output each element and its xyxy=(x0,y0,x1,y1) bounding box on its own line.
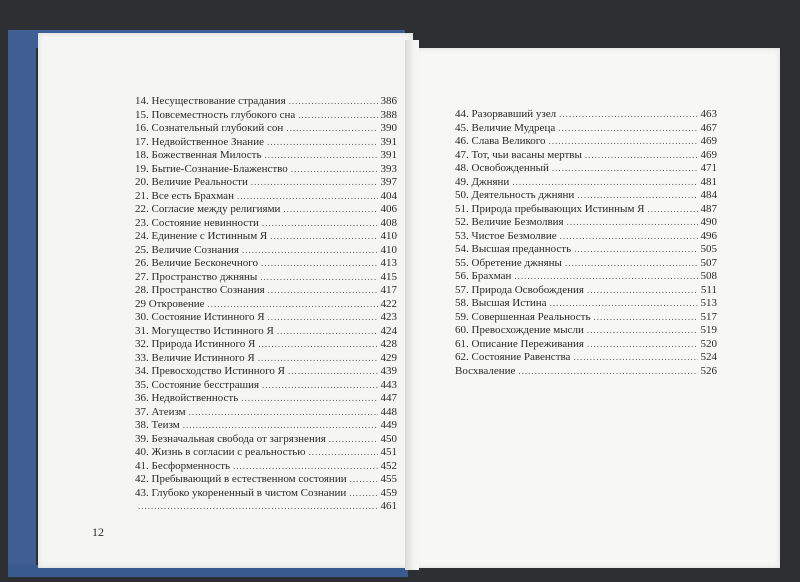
toc-entry-title: 56. Брахман xyxy=(455,270,512,282)
toc-entry-page: 422 xyxy=(380,297,397,310)
toc-entry-page: 461 xyxy=(380,500,397,512)
toc-entry-title: 37. Атеизм xyxy=(135,405,186,418)
toc-entry xyxy=(135,95,397,109)
toc-entry-page: 406 xyxy=(380,203,397,215)
toc-entry-page: 526 xyxy=(700,364,717,377)
toc-entry xyxy=(455,230,717,244)
toc-entry xyxy=(455,176,717,190)
toc-entry-title: 62. Состояние Равенства xyxy=(455,351,571,363)
toc-entry-page: 423 xyxy=(380,311,397,323)
toc-entry-page: 469 xyxy=(700,135,717,147)
toc-entry-page: 429 xyxy=(380,351,397,364)
toc-entry-page: 449 xyxy=(380,419,397,431)
toc-entry xyxy=(135,284,397,298)
toc-entry xyxy=(135,203,397,217)
toc-leader-dots xyxy=(573,351,697,365)
toc-entry-page: 404 xyxy=(380,189,397,202)
toc-entry xyxy=(135,446,397,460)
toc-entry-page: 511 xyxy=(700,283,717,296)
toc-entry-title: 60. Превосхождение мысли xyxy=(455,324,584,336)
toc-entry-page: 519 xyxy=(700,324,717,336)
toc-leader-dots xyxy=(587,338,698,352)
toc-entry-page: 451 xyxy=(380,446,397,458)
toc-entry-page: 484 xyxy=(700,189,717,201)
toc-leader-dots xyxy=(567,216,698,230)
toc-entry-page: 417 xyxy=(380,284,397,296)
toc-entry-page: 408 xyxy=(380,216,397,229)
toc-entry-title: 36. Недвойственность xyxy=(135,392,239,404)
toc-entry xyxy=(135,244,397,258)
toc-entry-page: 393 xyxy=(380,162,397,175)
toc-entry xyxy=(135,257,397,271)
toc-entry-page: 467 xyxy=(700,121,717,134)
toc-entry-title: 47. Тот, чьи васаны мертвы xyxy=(455,148,582,161)
toc-entry xyxy=(455,351,717,365)
toc-leader-dots xyxy=(329,433,378,447)
toc-entry-page: 415 xyxy=(380,270,397,283)
toc-entry-title: 58. Высшая Истина xyxy=(455,297,547,309)
toc-entry-title: 54. Высшая преданность xyxy=(455,243,572,255)
toc-entry xyxy=(135,500,397,514)
toc-entry-title: 14. Несуществование страдания xyxy=(135,95,286,107)
toc-entry-page: 507 xyxy=(700,256,717,269)
toc-entry xyxy=(455,270,717,284)
toc-leader-dots xyxy=(208,298,378,312)
toc-entry xyxy=(135,149,397,163)
toc-entry-page: 452 xyxy=(380,459,397,472)
toc-entry xyxy=(455,203,717,217)
toc-entry xyxy=(135,122,397,136)
page-number: 12 xyxy=(92,525,104,539)
toc-leader-dots xyxy=(268,284,378,298)
toc-leader-dots xyxy=(262,217,378,231)
toc-entry xyxy=(455,338,717,352)
toc-entry-title: 24. Единение с Истинным Я xyxy=(135,230,268,242)
toc-entry-title: 43. Глубоко укорененный в чистом Сознании xyxy=(135,486,347,499)
toc-entry xyxy=(455,108,717,122)
toc-entry-page: 397 xyxy=(380,176,397,188)
book-gutter xyxy=(405,40,419,570)
toc-entry xyxy=(135,325,397,339)
toc-entry xyxy=(135,365,397,379)
toc-entry xyxy=(455,216,717,230)
toc-entry-page: 424 xyxy=(380,324,397,337)
toc-entry xyxy=(135,419,397,433)
toc-entry-title: 39. Безначальная свобода от загрязнения xyxy=(135,432,326,445)
toc-entry xyxy=(455,365,717,379)
toc-entry-title: 55. Обретение джняны xyxy=(455,256,562,269)
toc-entry-title: 22. Согласие между религиями xyxy=(135,203,281,215)
toc-entry-page: 481 xyxy=(700,175,717,188)
toc-leader-dots xyxy=(552,162,698,176)
toc-entry xyxy=(135,352,397,366)
toc-leader-dots xyxy=(514,270,697,284)
toc-leader-dots xyxy=(262,379,377,393)
toc-leader-dots xyxy=(277,325,378,339)
toc-entry-page: 490 xyxy=(700,216,717,228)
toc-entry-title: 29 Откровение xyxy=(135,297,205,310)
toc-entry xyxy=(455,189,717,203)
toc-entry-page: 517 xyxy=(700,310,717,323)
toc-entry-page: 428 xyxy=(380,338,397,350)
toc-entry-page: 463 xyxy=(700,108,717,120)
toc-entry xyxy=(135,176,397,190)
toc-entry xyxy=(135,217,397,231)
toc-leader-dots xyxy=(242,244,378,258)
toc-entry-title: 45. Величие Мудреца xyxy=(455,121,556,134)
toc-leader-dots xyxy=(138,500,378,514)
toc-leader-dots xyxy=(283,203,377,217)
toc-entry-title: 25. Величие Сознания xyxy=(135,243,239,256)
toc-entry-title: 21. Все есть Брахман xyxy=(135,189,234,202)
toc-leader-dots xyxy=(309,446,378,460)
toc-entry xyxy=(455,311,717,325)
toc-leader-dots xyxy=(550,297,698,311)
toc-leader-dots xyxy=(565,257,698,271)
toc-entry xyxy=(455,284,717,298)
toc-entry-title: 31. Могущество Истинного Я xyxy=(135,324,274,337)
toc-entry xyxy=(135,487,397,501)
toc-entry-title: 28. Пространство Сознания xyxy=(135,284,265,296)
toc-entry-page: 439 xyxy=(380,365,397,377)
toc-entry-page: 471 xyxy=(700,162,717,174)
toc-leader-dots xyxy=(559,108,697,122)
toc-entry xyxy=(135,136,397,150)
toc-leader-dots xyxy=(587,284,698,298)
toc-entry-title: Восхваление xyxy=(455,364,516,377)
toc-entry xyxy=(135,460,397,474)
toc-entry-title: 27. Пространство джняны xyxy=(135,270,258,283)
toc-leader-dots xyxy=(183,419,378,433)
toc-leader-dots xyxy=(258,338,377,352)
toc-entry-title: 40. Жизнь в согласии с реальностью xyxy=(135,446,306,458)
toc-entry-page: 391 xyxy=(380,135,397,148)
toc-leader-dots xyxy=(298,109,377,123)
toc-entry xyxy=(135,473,397,487)
toc-entry xyxy=(135,379,397,393)
toc-leader-dots xyxy=(549,135,698,149)
toc-entry-title: 26. Величие Бесконечного xyxy=(135,257,258,269)
toc-leader-dots xyxy=(189,406,378,420)
toc-entry-page: 443 xyxy=(380,378,397,391)
toc-entry-page: 447 xyxy=(380,392,397,404)
toc-entry xyxy=(135,230,397,244)
toc-entry-page: 450 xyxy=(380,432,397,445)
toc-leader-dots xyxy=(237,190,378,204)
toc-entry-page: 469 xyxy=(700,148,717,161)
toc-entry-title: 61. Описание Переживания xyxy=(455,337,584,350)
toc-entry xyxy=(135,338,397,352)
toc-leader-dots xyxy=(350,473,378,487)
toc-entry-page: 413 xyxy=(380,257,397,269)
toc-entry-page: 524 xyxy=(700,351,717,363)
toc-entry xyxy=(455,324,717,338)
toc-right-column xyxy=(455,108,717,378)
toc-entry-title: 17. Недвойственное Знание xyxy=(135,135,264,148)
toc-entry-page: 508 xyxy=(700,270,717,282)
toc-entry-page: 459 xyxy=(380,486,397,499)
toc-entry xyxy=(455,135,717,149)
toc-left-column xyxy=(135,95,397,514)
toc-leader-dots xyxy=(585,149,698,163)
toc-leader-dots xyxy=(574,243,697,257)
toc-entry xyxy=(135,392,397,406)
toc-entry xyxy=(455,297,717,311)
toc-leader-dots xyxy=(288,365,378,379)
toc-leader-dots xyxy=(560,230,698,244)
toc-entry-page: 455 xyxy=(380,473,397,485)
toc-entry-title: 16. Сознательный глубокий сон xyxy=(135,122,284,134)
toc-entry-title: 15. Повсеместность глубокого сна xyxy=(135,108,296,121)
toc-entry-title: 44. Разорвавший узел xyxy=(455,108,557,120)
toc-leader-dots xyxy=(512,176,697,190)
toc-leader-dots xyxy=(260,271,377,285)
toc-entry-page: 513 xyxy=(700,297,717,309)
toc-entry-page: 410 xyxy=(380,230,397,242)
toc-entry-title: 33. Величие Истинного Я xyxy=(135,351,255,364)
toc-leader-dots xyxy=(648,203,698,217)
toc-entry-page: 505 xyxy=(700,243,717,255)
toc-entry xyxy=(135,298,397,312)
toc-leader-dots xyxy=(258,352,378,366)
toc-entry-page: 487 xyxy=(700,202,717,215)
toc-entry-page: 391 xyxy=(380,149,397,161)
toc-entry-title: 38. Теизм xyxy=(135,419,180,431)
toc-leader-dots xyxy=(270,230,377,244)
toc-entry xyxy=(135,109,397,123)
toc-entry xyxy=(455,149,717,163)
toc-entry-title: 53. Чистое Безмолвие xyxy=(455,229,557,242)
toc-leader-dots xyxy=(233,460,377,474)
toc-entry-page: 410 xyxy=(380,243,397,256)
toc-entry-title: 23. Состояние невинности xyxy=(135,216,259,229)
toc-entry xyxy=(135,163,397,177)
toc-leader-dots xyxy=(587,324,698,338)
toc-entry xyxy=(135,271,397,285)
toc-entry-title: 41. Бесформенность xyxy=(135,459,231,472)
toc-entry xyxy=(135,406,397,420)
toc-entry-page: 388 xyxy=(380,108,397,121)
toc-entry xyxy=(455,243,717,257)
toc-entry-title: 57. Природа Освобождения xyxy=(455,283,584,296)
toc-entry-page: 390 xyxy=(380,122,397,134)
toc-entry xyxy=(455,122,717,136)
book-cover-left-edge xyxy=(8,30,36,575)
toc-leader-dots xyxy=(291,163,378,177)
toc-entry xyxy=(135,311,397,325)
toc-entry-title: 18. Божественная Милость xyxy=(135,149,262,161)
toc-leader-dots xyxy=(241,392,377,406)
toc-entry xyxy=(135,433,397,447)
toc-leader-dots xyxy=(594,311,698,325)
toc-entry-page: 520 xyxy=(700,337,717,350)
toc-entry-title: 51. Природа пребывающих Истинным Я xyxy=(455,202,645,215)
toc-leader-dots xyxy=(289,95,378,109)
toc-entry-title: 49. Джняни xyxy=(455,175,510,188)
toc-leader-dots xyxy=(268,311,378,325)
toc-entry-title: 52. Величие Безмолвия xyxy=(455,216,564,228)
toc-entry-title: 50. Деятельность джняни xyxy=(455,189,575,201)
toc-entry-title: 42. Пребывающий в естественном состоянии xyxy=(135,473,347,485)
toc-leader-dots xyxy=(558,122,697,136)
toc-leader-dots xyxy=(286,122,377,136)
toc-entry-title: 30. Состояние Истинного Я xyxy=(135,311,265,323)
toc-leader-dots xyxy=(251,176,378,190)
toc-entry-page: 496 xyxy=(700,229,717,242)
toc-leader-dots xyxy=(349,487,377,501)
toc-entry-title: 35. Состояние бесстрашия xyxy=(135,378,260,391)
toc-leader-dots xyxy=(264,149,377,163)
toc-leader-dots xyxy=(577,189,697,203)
toc-entry-title: 32. Природа Истинного Я xyxy=(135,338,256,350)
toc-entry-title: 59. Совершенная Реальность xyxy=(455,310,591,323)
toc-entry-page: 448 xyxy=(380,405,397,418)
toc-entry xyxy=(455,162,717,176)
toc-entry xyxy=(455,257,717,271)
toc-entry-title: 46. Слава Великого xyxy=(455,135,546,147)
toc-leader-dots xyxy=(261,257,378,271)
toc-entry-page: 386 xyxy=(380,95,397,107)
toc-entry xyxy=(135,190,397,204)
toc-leader-dots xyxy=(267,136,378,150)
toc-leader-dots xyxy=(518,365,697,379)
toc-entry-title: 34. Превосходство Истинного Я xyxy=(135,365,285,377)
toc-entry-title: 48. Освобожденный xyxy=(455,162,549,174)
toc-entry-title: 19. Бытие-Сознание-Блаженство xyxy=(135,162,288,175)
toc-entry-title: 20. Величие Реальности xyxy=(135,176,248,188)
